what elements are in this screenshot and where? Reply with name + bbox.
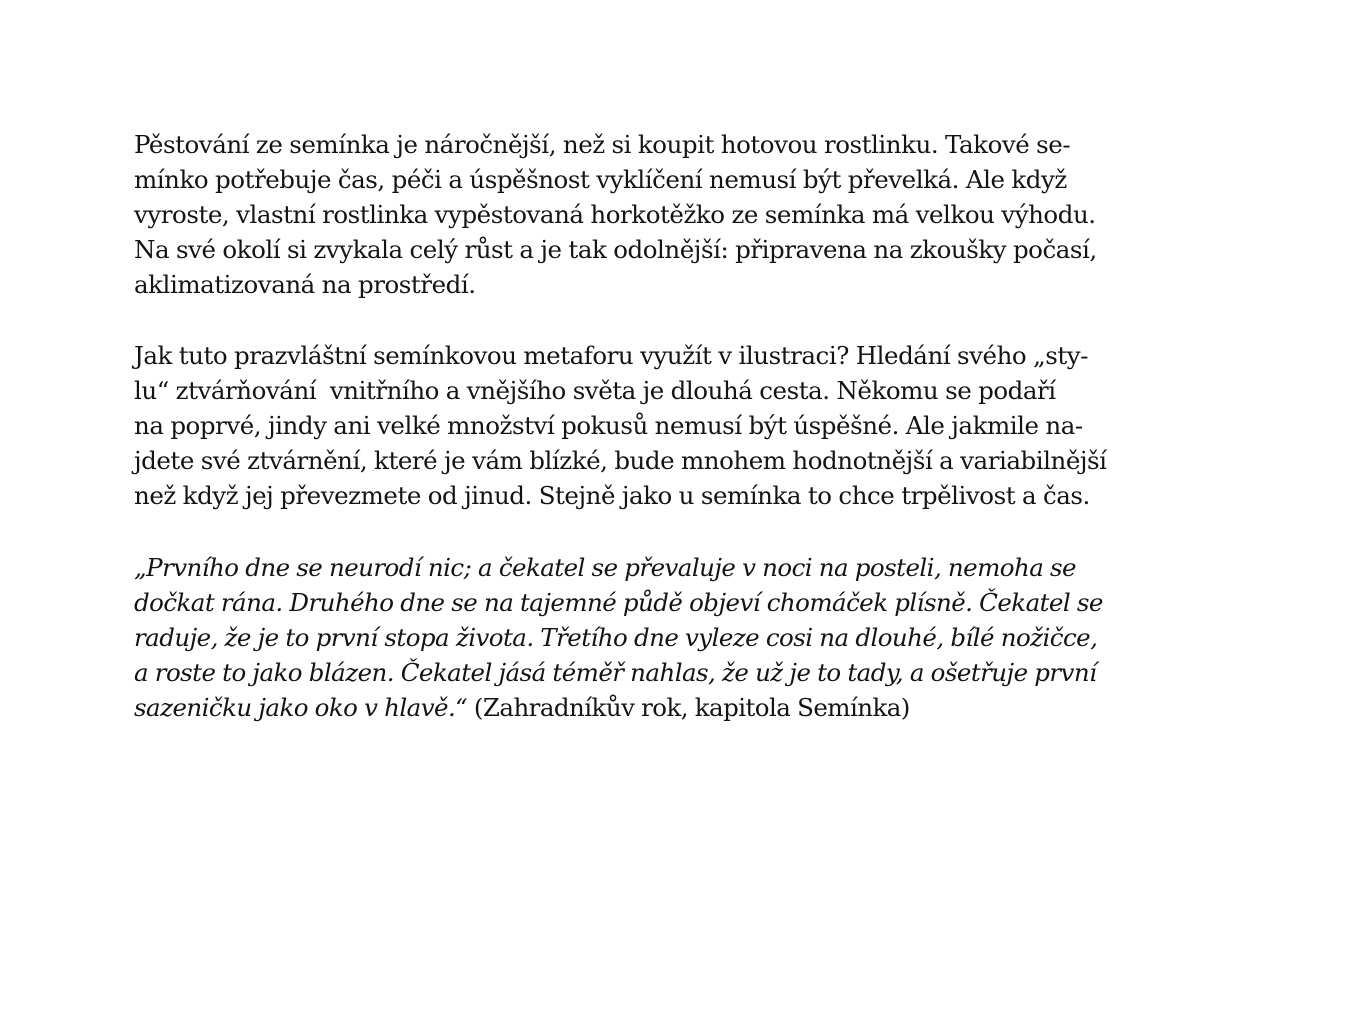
text-line: jdete své ztvárnění, které je vám blízké, bude mnohem hodnotnější a variabilnější (134, 446, 1107, 475)
text-line: na poprvé, jindy ani velké množství pokusů nemusí být úspěšné. Ale jakmile na- (134, 411, 1083, 440)
text-line: než když jej převezmete od jinud. Stejně jako u semínka to chce trpělivost a čas. (134, 481, 1090, 510)
text-line: lu“ ztvárňování vnitřního a vnějšího světa je dlouhá cesta. Někomu se podaří (134, 376, 1056, 405)
text-line: Jak tuto prazvláštní semínkovou metaforu využít v ilustraci? Hledání svého „sty- (134, 341, 1089, 370)
quote-line: raduje, že je to první stopa života. Třetího dne vyleze cosi na dlouhé, bílé nožičce, (134, 623, 1098, 652)
quote-line: sazeničku jako oko v hlavě.“ (134, 693, 468, 722)
text-line: vyroste, vlastní rostlinka vypěstovaná horkotěžko ze semínka má velkou výhodu. (134, 200, 1096, 229)
text-line: mínko potřebuje čas, péči a úspěšnost vyklíčení nemusí být převelká. Ale když (134, 165, 1067, 194)
text-line: aklimatizovaná na prostředí. (134, 270, 476, 299)
paragraph-illustration-metaphor (134, 338, 1244, 513)
quote-line: dočkat rána. Druhého dne se na tajemné půdě objeví chomáček plísně. Čekatel se (134, 588, 1103, 617)
paragraph-seed-growing (134, 127, 1244, 302)
quote-citation: (Zahradníkův rok, kapitola Semínka) (467, 693, 910, 722)
quote-line: a roste to jako blázen. Čekatel jásá téměř nahlas, že už je to tady, a ošetřuje první (134, 658, 1097, 687)
text-line: Na své okolí si zvykala celý růst a je tak odolnější: připravena na zkoušky počasí, (134, 235, 1097, 264)
quote-line: „Prvního dne se neurodí nic; a čekatel se převaluje v noci na posteli, nemoha se (134, 553, 1076, 582)
text-line: Pěstování ze semínka je náročnější, než si koupit hotovou rostlinku. Takové se- (134, 130, 1071, 159)
quote-last-line (134, 690, 1244, 725)
quote-block (134, 550, 1244, 725)
